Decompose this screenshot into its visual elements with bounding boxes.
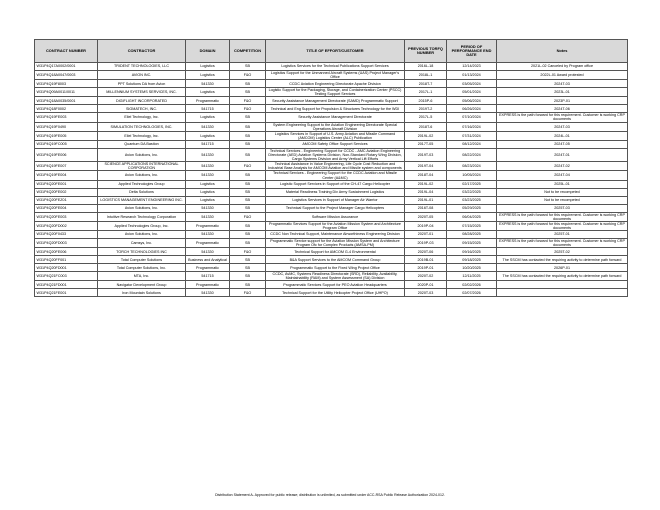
header-period-end: PERIOD OF PERFORMANCE END DATE [447,40,497,63]
cell-previous-torfq: 2015P-6 [405,97,447,105]
cell-previous-torfq: 2018T-6 [405,122,447,131]
cell-contractor: SIGMATECH, INC. [98,105,186,113]
cell-previous-torfq: 2018T-04 [405,171,447,180]
cell-previous-torfq: 2017L-5 [405,113,447,122]
table-row [35,88,628,97]
table-row [35,204,628,212]
cell-previous-torfq: 2017L-1 [405,88,447,97]
cell-notes: 2025L-01 [497,180,628,188]
cell-contractor: Quantum DA Bastion [98,140,186,148]
table-row [35,180,628,188]
table-row [35,80,628,88]
header-contract-number: CONTRACT NUMBER [35,40,98,63]
cell-competition: SB [230,122,266,131]
cell-title: CCDC Non Technical Support, Maintenance Airworthiness Engineering Division [266,230,405,238]
cell-contract-number: W31P4Q20FE002 [35,188,98,196]
cell-competition: F&O [230,71,266,80]
cell-title: Software Mission Assurance [266,212,405,221]
cell-domain: Logistics [186,71,230,80]
cell-competition: SB [230,256,266,264]
cell-period-end: 05/29/2025 [447,204,497,212]
cell-contract-number: W31P4Q20FE006 [35,248,98,256]
table-row [35,140,628,148]
cell-notes: 2024T-02 [497,162,628,171]
cell-domain: 541330 [186,248,230,256]
cell-title: Technical Services - Engineering Support for the CCDC Aviation and Missile Center (A&MC) [266,171,405,180]
cell-competition: SB [230,140,266,148]
cell-contract-number: W31P4Q18A0035/0001 [35,97,98,105]
cell-period-end: 07/31/2024 [447,131,497,140]
cell-title: Programmatic Service support for the Aviation Mission System and Architecture Program Ofc for Complex Products (AMSA-PM) [266,238,405,247]
cell-notes: 2022L-01 Award protested [497,71,628,80]
cell-title: Logistics Support for the Unmanned Aircraft Systems (UAS) Project Manager's Office [266,71,405,80]
cell-title: Programmatic Support to the Fixed Wing Project Office [266,264,405,272]
cell-competition: F&O [230,248,266,256]
cell-domain: Logistics [186,88,230,97]
cell-contractor: Eliel Technology, Inc. [98,131,186,140]
cell-domain: Logistics [186,188,230,196]
cell-previous-torfq: 2018T-7 [405,80,447,88]
cell-contract-number: W31P4Q20FD002 [35,221,98,230]
cell-competition: F&O [230,105,266,113]
cell-contract-number: W31P4Q20FF001 [35,256,98,264]
cell-domain: 541330 [186,212,230,221]
cell-period-end: 09/15/2025 [447,238,497,247]
cell-previous-torfq: 2019T-03 [405,148,447,161]
cell-title: Logistics Services in Support of U.S. Army Aviation and Missile Command (AMCOM) Logistics Center (ALC) Publication [266,131,405,140]
cell-title: CCDC Aviation Engineering Directorate Apache Division [266,80,405,88]
table-row [35,105,628,113]
cell-competition: SB [230,171,266,180]
cell-title: AMCOM Safety Office Support Services [266,140,405,148]
cell-previous-torfq: 2019T-04 [405,162,447,171]
cell-competition: SB [230,230,266,238]
cell-title: Logistic Support for the Packaging, Storage, and Containerization Center (PSCC) Testing Support Services [266,88,405,97]
cell-previous-torfq: 2019L-02 [405,131,447,140]
table-row [35,248,628,256]
cell-contract-number: W31P4Q19F8003 [35,80,98,88]
table-row [35,238,628,247]
cell-title: Technical Support for AMCOM G-4 Environmental [266,248,405,256]
cell-period-end: 03/05/2024 [447,80,497,88]
cell-contractor: Total Computer Solutions [98,256,186,264]
table-row [35,196,628,204]
cell-competition: SB [230,180,266,188]
cell-previous-torfq: 2019L-04 [405,188,447,196]
cell-contract-number: W31P4Q09A0011/0011 [35,88,98,97]
table-row [35,188,628,196]
cell-period-end: 01/13/2024 [447,71,497,80]
cell-previous-torfq: 2020T-03 [405,289,447,297]
cell-notes: 2025T-03 [497,204,628,212]
cell-period-end: 02/17/2025 [447,180,497,188]
table-row [35,113,628,122]
cell-previous-torfq: 2019P-01 [405,264,447,272]
cell-contract-number: W31P4Q18A0047/0003 [35,71,98,80]
cell-contractor: Applied Technologies Group, Inc. [98,221,186,230]
cell-title: Material Readiness Training Div Army Sustainment Logistics [266,188,405,196]
cell-contractor: TORCH TECHNOLOGIES INC [98,248,186,256]
cell-previous-torfq: 2018L-1 [405,71,447,80]
cell-contract-number: W31P4Q20FE001 [35,180,98,188]
cell-contractor: Eliel Technology, Inc. [98,113,186,122]
cell-competition: F&O [230,212,266,221]
cell-competition: F&O [230,162,266,171]
header-contractor: CONTRACTOR [98,40,186,63]
cell-contract-number: W31P4Q19FE003 [35,113,98,122]
cell-previous-torfq: 2019L-01 [405,196,447,204]
cell-notes: Not to be recompeted [497,188,628,196]
cell-competition: SB [230,221,266,230]
cell-competition: SB [230,238,266,247]
cell-notes: 2023L-01 [497,88,628,97]
cell-previous-torfq: 2016L-18 [405,63,447,71]
cell-contractor: TRIDENT TECHNOLOGIES, LLC [98,63,186,71]
cell-title: System Engineering Support to the Aviation Engineering Directorate Special Operations Aircraft Division [266,122,405,131]
cell-competition: SB [230,188,266,196]
cell-period-end: 08/28/2025 [447,230,497,238]
cell-title: Programmatic Services Support for PEO Aviation Headquarters [266,281,405,289]
cell-notes: 2024T-03 [497,122,628,131]
cell-domain: Logistics [186,180,230,188]
cell-period-end: 10/20/2025 [447,264,497,272]
cell-competition: SB [230,88,266,97]
cell-contractor: Navigator Development Group [98,281,186,289]
cell-contractor: Avion Solutions, Inc. [98,171,186,180]
cell-title: Technical Support to the Project Manager Cargo Helicopters [266,204,405,212]
cell-notes: The SSCM has contacted the requiring activity to determine path forward [497,256,628,264]
cell-previous-torfq: 2020T-05 [405,212,447,221]
cell-domain: Logistics [186,196,230,204]
table-row [35,221,628,230]
cell-title: Technical and Eng Support for Propulsion & Structures Technology for the WDI [266,105,405,113]
cell-previous-torfq: 2020T-06 [405,248,447,256]
cell-competition: SB [230,131,266,140]
cell-title: B&A Support Services to the AMCOM Command Group [266,256,405,264]
cell-domain: 541715 [186,105,230,113]
cell-title: Programmatic Services Support for the Aviation Mission System and Architecture Program Office [266,221,405,230]
cell-domain: 541330 [186,204,230,212]
table-row [35,272,628,281]
cell-notes [497,281,628,289]
cell-period-end: 12/14/2023 [447,63,497,71]
table-row [35,171,628,180]
cell-domain: 541330 [186,122,230,131]
cell-contract-number: W31P4Q19FE007 [35,162,98,171]
table-row [35,131,628,140]
cell-contract-number: W31P4Q20FD003 [35,238,98,247]
cell-title: Security Assistance Management Directorate [266,113,405,122]
cell-title: Security Assistance Management Directorate (SAMD) Programmatic Support [266,97,405,105]
cell-period-end: 05/01/2024 [447,88,497,97]
cell-notes: 2023P-01 [497,97,628,105]
header-competition: COMPETITION [230,40,266,63]
cell-notes: EXPRESS is the path forward for this requirement. Customer is working CRP documents [497,221,628,230]
cell-previous-torfq: 2020P-01 [405,281,447,289]
cell-competition: F&O [230,289,266,297]
cell-notes: 2026P-01 [497,264,628,272]
table-row [35,162,628,171]
table-row [35,97,628,105]
cell-notes: The SSCM has contacted the requiring activity to determine path forward [497,272,628,281]
cell-notes: 2024T-03 [497,80,628,88]
cell-domain: Logistics [186,63,230,71]
cell-period-end: 09/16/2025 [447,248,497,256]
cell-period-end: 02/07/2026 [447,289,497,297]
cell-domain: Logistics [186,113,230,122]
cell-contract-number: W31P4Q20FE003 [35,212,98,221]
table-row [35,63,628,71]
cell-notes: 2024T-06 [497,105,628,113]
cell-competition: F&O [230,97,266,105]
cell-contract-number: W31P4Q19FE005 [35,131,98,140]
cell-period-end: 02/02/2026 [447,281,497,289]
cell-previous-torfq: 2016T-08 [405,204,447,212]
cell-competition: SB [230,196,266,204]
table-row [35,256,628,264]
cell-notes: 2025T-01 [497,230,628,238]
cell-period-end: 08/22/2024 [447,148,497,161]
cell-previous-torfq: 2019P-04 [405,221,447,230]
cell-previous-torfq: 2017T-05 [405,140,447,148]
cell-notes [497,289,628,297]
table-row [35,281,628,289]
cell-contractor: Intuitive Research Technology Corporation [98,212,186,221]
cell-notes: EXPRESS is the path forward for this requirement. Customer is working CRP documents [497,113,628,122]
table-row [35,230,628,238]
cell-domain: Programmatic [186,238,230,247]
cell-domain: Business and Analytical [186,256,230,264]
cell-contractor: Avion Solutions, Inc. [98,148,186,161]
distribution-statement: Distribution Statement A- Approved for public release; distribution is unlimited, as submitted under ACC-RSA Public Release Authorization 2024-012. [215,493,445,497]
cell-title: Logistics Services for the Technical Publications Support Services [266,63,405,71]
cell-contract-number: W31P4Q20FEZ01 [35,196,98,204]
cell-period-end: 12/11/2025 [447,272,497,281]
cell-notes: 2024T-05 [497,140,628,148]
cell-contract-number: W31P4Q19FE006 [35,148,98,161]
cell-contract-number: W31P4Q19FE004 [35,171,98,180]
cell-contractor: LOGISTICS MANAGEMENT ENGINEERING INC. [98,196,186,204]
cell-period-end: 03/22/2025 [447,188,497,196]
cell-previous-torfq: 2019P-03 [405,238,447,247]
table-row [35,71,628,80]
cell-notes: 2024L-01 [497,131,628,140]
cell-title: Technical Services - Engineering Support for CCDC - AMC Aviation Engineering Directorate (AED) Aviation Systems Division, Non-Standard Rotary Wing Division, Cargo Systems Division and Army Vertical Lift Efforts [266,148,405,161]
header-notes: Notes [497,40,628,63]
header-row [35,40,628,63]
cell-notes: EXPRESS is the path forward for this requirement. Customer is working CRP documents [497,212,628,221]
cell-contract-number: W31P4Q20FD001 [35,264,98,272]
cell-title: CCDC, AvMC, Systems Readiness Directorate (SRD), Reliability, Availability, Maintainability (RAM) and System Assessment (SA) Division [266,272,405,281]
cell-contractor: SIMULATION TECHNOLOGIES, INC. [98,122,186,131]
cell-notes: 2024T-01 [497,148,628,161]
cell-contract-number: W31P4Q21FD001 [35,281,98,289]
cell-period-end: 08/12/2024 [447,140,497,148]
cell-domain: Programmatic [186,97,230,105]
cell-period-end: 07/10/2024 [447,113,497,122]
cell-contract-number: W31P4Q17A0002/0001 [35,63,98,71]
header-domain: DOMAIN [186,40,230,63]
cell-title: Technical Support for the Utility Helicopter Project Office (UHPO) [266,289,405,297]
cell-domain: 541330 [186,230,230,238]
table-row [35,212,628,221]
cell-contractor: Applied Technologies Group [98,180,186,188]
cell-contractor: SCIENCE APPLICATIONS INTERNATIONAL CORPORATION [98,162,186,171]
cell-domain: Logistics [186,131,230,140]
cell-domain: 541715 [186,272,230,281]
cell-notes: 2025T-02 [497,248,628,256]
cell-period-end: 08/23/2024 [447,162,497,171]
table-row [35,289,628,297]
cell-competition: SB [230,148,266,161]
cell-contractor: AVION INC. [98,71,186,80]
cell-contractor: MILLENNIUM SYSTEMS SERVICES, INC. [98,88,186,97]
cell-title: Logistics Services in Support of Manager Air Warrior [266,196,405,204]
cell-contractor: MTA, Inc. [98,272,186,281]
cell-title: Logistic Support Services in Support of the CH-47 Cargo Helicopter [266,180,405,188]
cell-contractor: Avion Solutions, Inc. [98,204,186,212]
header-previous-torfq: PREVIOUS TORFQ NUMBER [405,40,447,63]
cell-period-end: 03/23/2025 [447,196,497,204]
cell-notes: EXPRESS is the path forward for this requirement. Customer is working CRP documents [497,238,628,247]
cell-domain: 541715 [186,140,230,148]
cell-competition: SB [230,80,266,88]
cell-competition: SB [230,113,266,122]
cell-contract-number: W31P4Q19FC005 [35,140,98,148]
cell-previous-torfq: 2020T-01 [405,230,447,238]
cell-previous-torfq: 2019L-02 [405,180,447,188]
cell-contractor: Iron Mountain Solutions [98,289,186,297]
cell-domain: 541330 [186,289,230,297]
cell-contractor: DIGIFLIGHT INCORPORATED [98,97,186,105]
header-title: TITLE OF EFFORT/CUSTOMER [266,40,405,63]
cell-domain: 541330 [186,171,230,180]
cell-notes: Not to be recompeted [497,196,628,204]
cell-contract-number: W31P4Q21FE001 [35,289,98,297]
cell-contractor: Avion Solutions, Inc. [98,230,186,238]
cell-period-end: 06/04/2025 [447,212,497,221]
cell-period-end: 09/18/2025 [447,256,497,264]
cell-contractor: Delta Solutions [98,188,186,196]
cell-notes: 2024T-04 [497,171,628,180]
cell-contract-number: W31P4Q20F0433 [35,230,98,238]
table-row [35,148,628,161]
cell-competition: SB [230,281,266,289]
cell-period-end: 10/05/2024 [447,171,497,180]
cell-contract-number: W31P4Q21FC003 [35,272,98,281]
cell-previous-torfq: 2019B-01 [405,256,447,264]
table-row [35,264,628,272]
table-row [35,122,628,131]
cell-domain: 541330 [186,162,230,171]
cell-competition: SB [230,264,266,272]
contracts-table [34,39,628,297]
cell-competition: SB [230,63,266,71]
cell-contract-number: W31P4Q18F0002 [35,105,98,113]
cell-contractor: Camsys, Inc. [98,238,186,247]
cell-domain: Programmatic [186,221,230,230]
cell-notes: 2021L-02 Canceled by Program office [497,63,628,71]
cell-contract-number: W31P4Q19F0490 [35,122,98,131]
cell-title: Technical Assistance in Value Engineering, Life Cycle Cost Reduction and Industrial Base Analysis for AMCOM Aviation and Missile system and components [266,162,405,171]
cell-competition: SB [230,204,266,212]
cell-previous-torfq: 2019T-2 [405,105,447,113]
cell-domain: 541330 [186,148,230,161]
cell-contract-number: W31P4Q20FE004 [35,204,98,212]
cell-period-end: 07/16/2024 [447,122,497,131]
cell-domain: 541330 [186,80,230,88]
cell-period-end: 05/06/2024 [447,97,497,105]
cell-contractor: PPT Solutions DA from Avion [98,80,186,88]
cell-domain: Programmatic [186,264,230,272]
cell-contractor: Total Computer Solutions, Inc. [98,264,186,272]
cell-domain: Programmatic [186,281,230,289]
cell-period-end: 07/15/2025 [447,221,497,230]
cell-previous-torfq: 2020T-02 [405,272,447,281]
cell-period-end: 06/26/2024 [447,105,497,113]
cell-competition: SB [230,272,266,281]
